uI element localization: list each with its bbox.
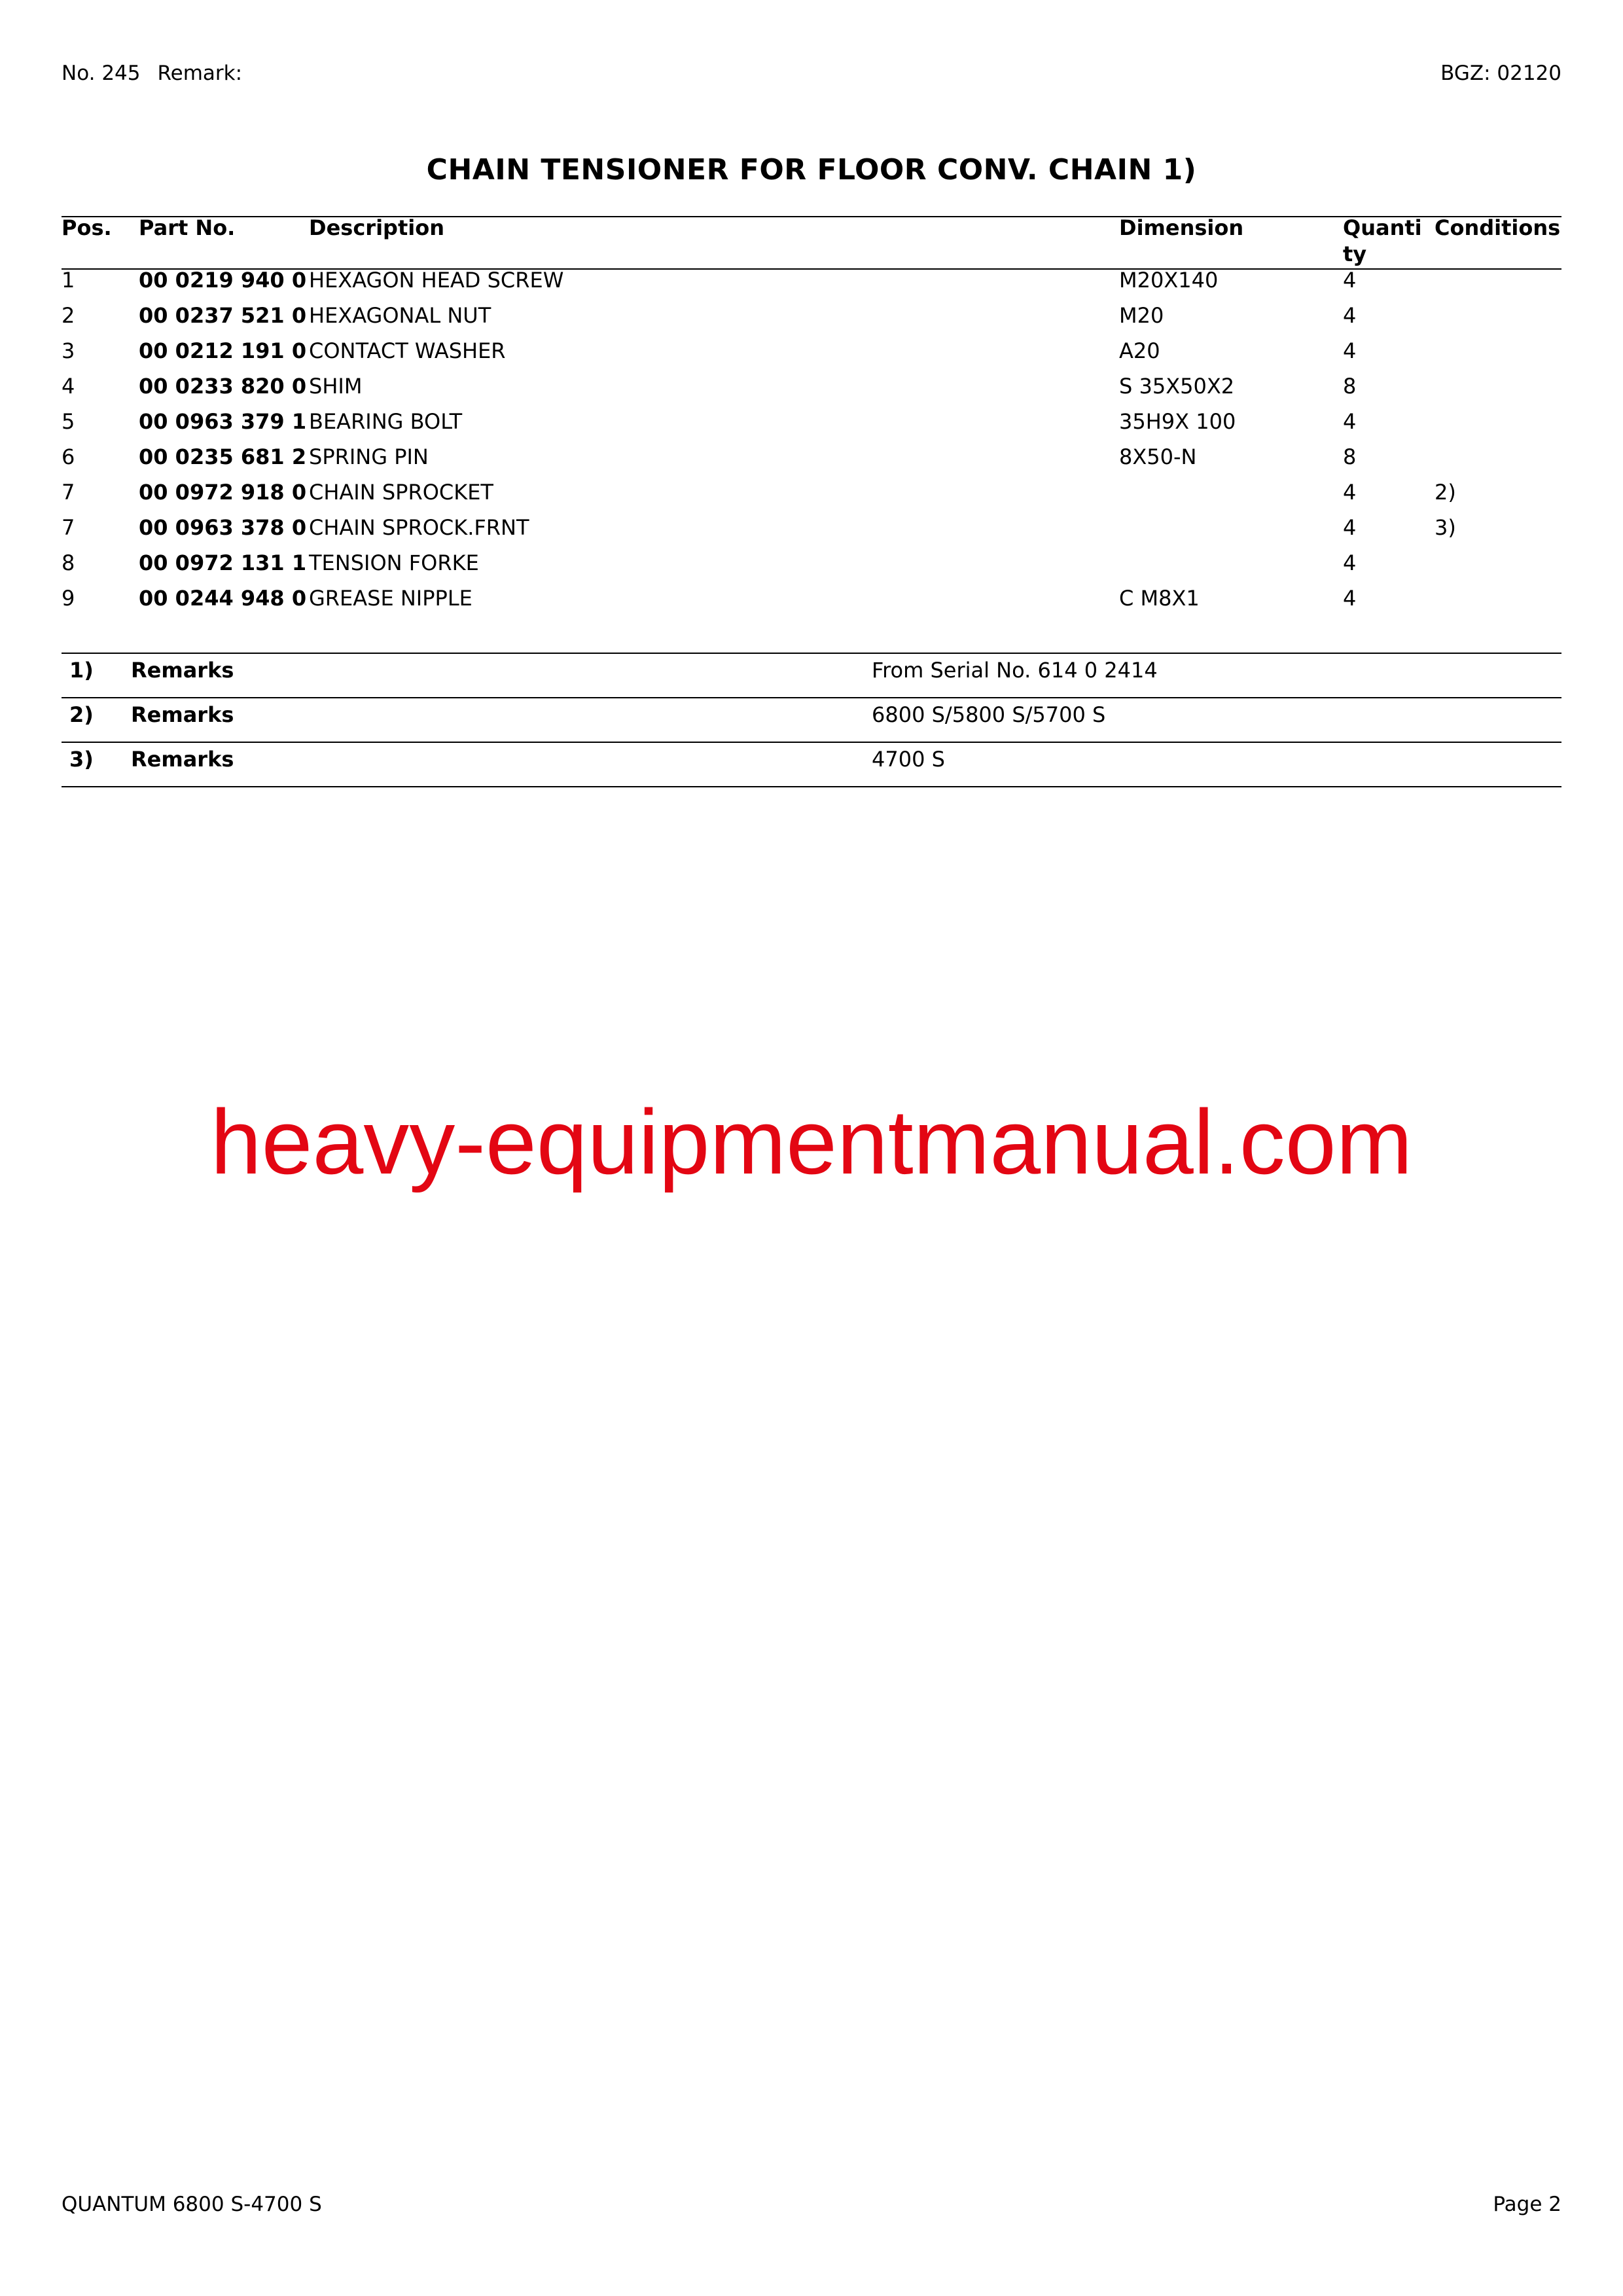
row-part-no: 00 0972 918 0: [139, 480, 307, 505]
remarks-rule: [62, 653, 1561, 654]
row-conditions: 3): [1435, 515, 1456, 540]
remark-value: From Serial No. 614 0 2414: [872, 658, 1158, 683]
row-description: HEXAGON HEAD SCREW: [309, 268, 564, 293]
document-number: No. 245: [62, 62, 141, 85]
page-number: Page 2: [1493, 2193, 1561, 2216]
row-quantity: 4: [1343, 338, 1357, 363]
row-part-no: 00 0235 681 2: [139, 444, 307, 469]
row-description: SHIM: [309, 374, 363, 399]
footer-model: QUANTUM 6800 S-4700 S: [62, 2193, 322, 2216]
row-pos: 3: [62, 338, 75, 363]
remark-value: 4700 S: [872, 747, 945, 772]
row-description: GREASE NIPPLE: [309, 586, 473, 611]
row-part-no: 00 0972 131 1: [139, 550, 307, 575]
row-description: CHAIN SPROCK.FRNT: [309, 515, 529, 540]
row-pos: 2: [62, 303, 75, 328]
row-description: SPRING PIN: [309, 444, 429, 469]
row-description: BEARING BOLT: [309, 409, 463, 434]
row-part-no: 00 0212 191 0: [139, 338, 307, 363]
remarks-rule: [62, 742, 1561, 743]
remarks-rule: [62, 697, 1561, 698]
column-header-quantity-line2: ty: [1343, 242, 1367, 266]
column-header-dimension: Dimension: [1119, 215, 1244, 240]
row-dimension: S 35X50X2: [1119, 374, 1235, 399]
row-part-no: 00 0237 521 0: [139, 303, 307, 328]
row-quantity: 4: [1343, 586, 1357, 611]
row-quantity: 4: [1343, 409, 1357, 434]
watermark-text: heavy-equipmentmanual.com: [210, 1090, 1413, 1193]
row-dimension: A20: [1119, 338, 1160, 363]
row-conditions: 2): [1435, 480, 1456, 505]
row-dimension: C M8X1: [1119, 586, 1200, 611]
row-description: CHAIN SPROCKET: [309, 480, 493, 505]
row-pos: 7: [62, 480, 75, 505]
row-pos: 6: [62, 444, 75, 469]
row-quantity: 4: [1343, 303, 1357, 328]
row-description: TENSION FORKE: [309, 550, 479, 575]
row-quantity: 4: [1343, 480, 1357, 505]
row-part-no: 00 0963 378 0: [139, 515, 307, 540]
remarks-rule: [62, 786, 1561, 787]
row-dimension: 8X50-N: [1119, 444, 1197, 469]
column-header-description: Description: [309, 215, 444, 240]
remark-number: 1): [69, 658, 94, 683]
row-description: CONTACT WASHER: [309, 338, 506, 363]
column-header-conditions: Conditions: [1435, 215, 1561, 240]
remark-label: Remarks: [131, 702, 234, 727]
column-header-quantity-line1: Quanti: [1343, 215, 1422, 240]
remark-number: 3): [69, 747, 94, 772]
remark-number: 2): [69, 702, 94, 727]
column-header-pos: Pos.: [62, 215, 112, 240]
row-pos: 7: [62, 515, 75, 540]
row-quantity: 8: [1343, 374, 1357, 399]
row-pos: 4: [62, 374, 75, 399]
row-pos: 8: [62, 550, 75, 575]
page-header-left: [62, 60, 242, 86]
row-dimension: M20X140: [1119, 268, 1219, 293]
remark-value: 6800 S/5800 S/5700 S: [872, 702, 1106, 727]
row-part-no: 00 0233 820 0: [139, 374, 307, 399]
row-quantity: 4: [1343, 268, 1357, 293]
column-header-part-no: Part No.: [139, 215, 236, 240]
page-title: CHAIN TENSIONER FOR FLOOR CONV. CHAIN 1): [426, 153, 1197, 187]
row-dimension: M20: [1119, 303, 1164, 328]
row-pos: 1: [62, 268, 75, 293]
row-quantity: 4: [1343, 515, 1357, 540]
bgz-code: BGZ: 02120: [1440, 62, 1561, 85]
row-quantity: 4: [1343, 550, 1357, 575]
row-description: HEXAGONAL NUT: [309, 303, 491, 328]
row-dimension: 35H9X 100: [1119, 409, 1236, 434]
remark-label: Remarks: [131, 658, 234, 683]
table-top-rule: [62, 216, 1561, 217]
row-part-no: 00 0244 948 0: [139, 586, 307, 611]
row-part-no: 00 0963 379 1: [139, 409, 307, 434]
remark-label: Remark:: [157, 62, 243, 85]
row-quantity: 8: [1343, 444, 1357, 469]
remark-label: Remarks: [131, 747, 234, 772]
row-part-no: 00 0219 940 0: [139, 268, 307, 293]
row-pos: 9: [62, 586, 75, 611]
row-pos: 5: [62, 409, 75, 434]
